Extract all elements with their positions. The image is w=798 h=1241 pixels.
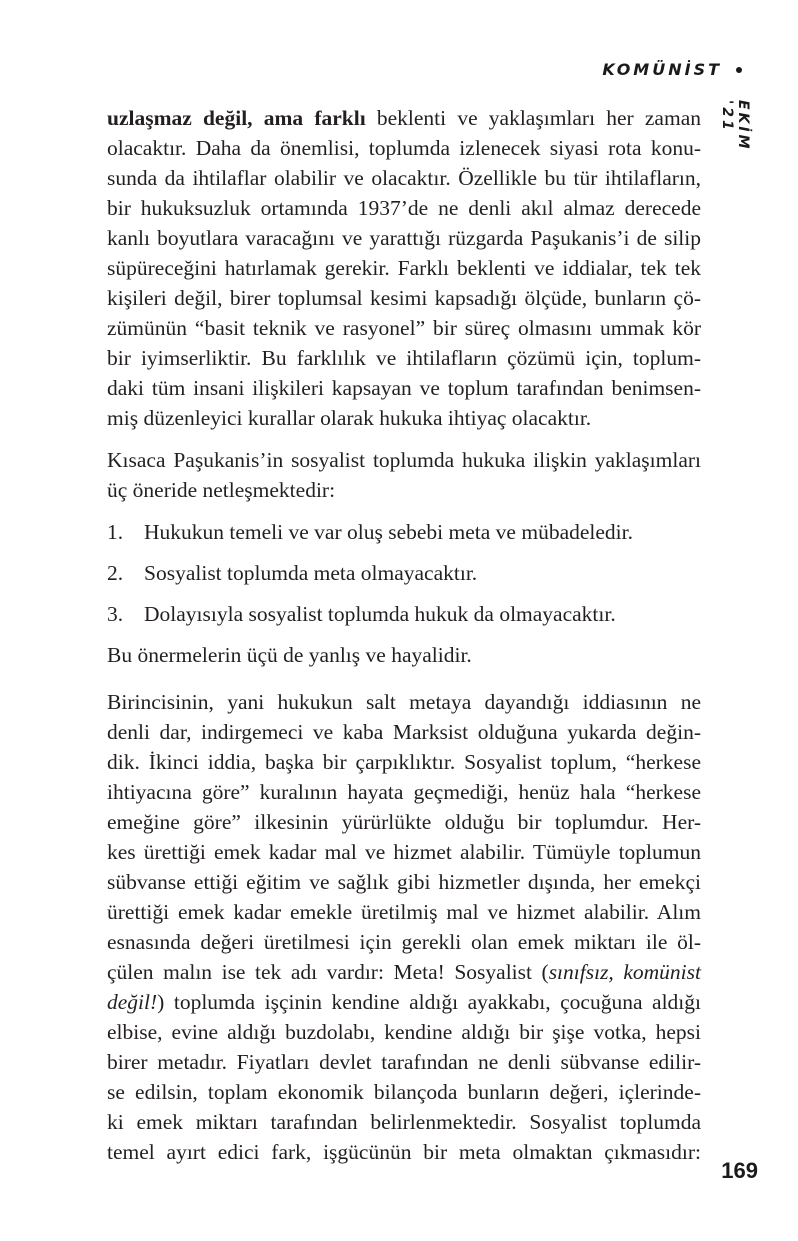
text-line: çülen malın ise tek adı vardır: Meta! Sosyalist (sınıfsız, komünist (107, 960, 701, 984)
paragraph-4 (107, 687, 701, 1167)
text-line: ki emek miktarı tarafından belirlenmektedir. Sosyalist toplumda (107, 1110, 701, 1134)
text-line: temel ayırt edici fark, işgücünün bir meta olmaktan çıkmasıdır: (107, 1140, 701, 1164)
bullet-icon (736, 67, 742, 73)
list-number: 2. (107, 561, 124, 585)
list-item (107, 558, 701, 588)
list-text: Sosyalist toplumda meta olmayacaktır. (144, 561, 478, 585)
paragraph-2 (107, 445, 701, 505)
list-item (107, 599, 701, 629)
text-line: Birincisinin, yani hukukun salt metaya dayandığı iddiasının ne (107, 690, 701, 714)
text-line: Bu önermelerin üçü de yanlış ve hayalidir. (107, 643, 472, 667)
italic-phrase: sınıfsız, komünist (548, 960, 701, 984)
text-line: esnasında değeri üretilmesi için gerekli olan emek miktarı ile öl- (107, 930, 701, 954)
running-header (602, 60, 742, 79)
text-line: değil!) toplumda işçinin kendine aldığı ayakkabı, çocuğuna aldığı (107, 990, 701, 1014)
text-line: kanlı boyutlara varacağını ve yarattığı rüzgarda Paşukanis’i de silip (107, 226, 701, 250)
paragraph-1 (107, 103, 701, 433)
text-line: ihtiyacına göre” kuralının hayata geçmediği, henüz hala “herkese (107, 780, 701, 804)
italic-phrase: değil! (107, 990, 158, 1014)
list-text: Dolayısıyla sosyalist toplumda hukuk da olmayacaktır. (144, 602, 616, 626)
page-number: 169 (721, 1158, 758, 1183)
text-line: bir iyimserliktir. Bu farklılık ve ihtilafların çözümü için, toplum- (107, 346, 701, 370)
list-text: Hukukun temeli ve var oluş sebebi meta ve mübadeledir. (144, 520, 633, 544)
numbered-list (107, 517, 701, 629)
body-text (107, 103, 701, 1167)
text-line: denli dar, indirgemeci ve kaba Marksist olduğuna yukarda değin- (107, 720, 701, 744)
text-line: Kısaca Paşukanis’in sosyalist toplumda hukuka ilişkin yaklaşımları (107, 448, 701, 472)
text-line: zümünün “basit teknik ve rasyonel” bir süreç olmasını ummak kör (107, 316, 701, 340)
list-number: 3. (107, 602, 124, 626)
text-line: daki tüm insani ilişkileri kapsayan ve toplum tarafından benimsen- (107, 376, 701, 400)
text-line: dik. İkinci iddia, başka bir çarpıklıktır. Sosyalist toplum, “herkese (107, 750, 701, 774)
text-line: miş düzenleyici kurallar olarak hukuka ihtiyaç olacaktır. (107, 406, 592, 430)
text-line: sunda da ihtilaflar olabilir ve olacaktır. Özellikle bu tür ihtilafların, (107, 166, 701, 190)
list-item (107, 517, 701, 547)
text-line: birer metadır. Fiyatları devlet tarafından ne denli sübvanse edilir- (107, 1050, 701, 1074)
issue-label: EKİM '21 (719, 100, 751, 152)
running-title: KOMÜNİST (602, 60, 722, 79)
list-number: 1. (107, 520, 124, 544)
text-line: olacaktır. Daha da önemlisi, toplumda izlenecek siyasi rota konu- (107, 136, 701, 160)
text-line: bir hukuksuzluk ortamında 1937’de ne denli akıl almaz derecede (107, 196, 701, 220)
text-line: sübvanse ettiği eğitim ve sağlık gibi hizmetler dışında, her emekçi (107, 870, 701, 894)
text-line: kişileri değil, birer toplumsal kesimi kapsadığı ölçüde, bunların çö- (107, 286, 701, 310)
text-line: kes ürettiği emek kadar mal ve hizmet alabilir. Tümüyle toplumun (107, 840, 701, 864)
text-line: uzlaşmaz değil, ama farklı beklenti ve yaklaşımları her zaman (107, 106, 701, 130)
text-line: süpüreceğini hatırlamak gerekir. Farklı beklenti ve iddialar, tek tek (107, 256, 701, 280)
text-line: elbise, evine aldığı buzdolabı, kendine aldığı bir şişe votka, hepsi (107, 1020, 701, 1044)
text-line: üç öneride netleşmektedir: (107, 478, 336, 502)
paragraph-3 (107, 640, 701, 670)
text-line: se edilsin, toplam ekonomik bilançoda bunların değeri, içlerinde- (107, 1080, 701, 1104)
text-line: emeğine göre” ilkesinin yürürlükte olduğu bir toplumdur. Her- (107, 810, 701, 834)
bold-phrase: uzlaşmaz değil, ama farklı (107, 106, 366, 130)
text-line: ürettiği emek kadar emekle üretilmiş mal ve hizmet alabilir. Alım (107, 900, 701, 924)
